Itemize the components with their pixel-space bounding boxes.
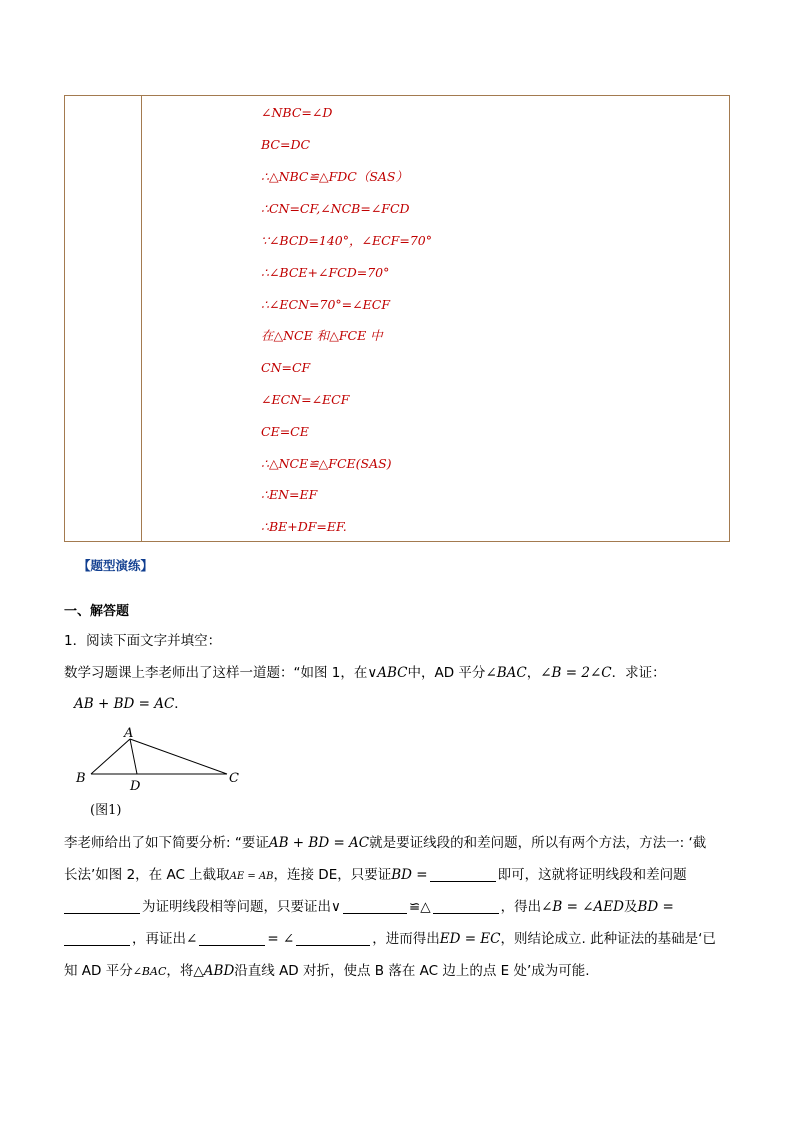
math-angle-equality: ∠B = ∠AED — [541, 899, 624, 915]
math-angle-symbol: ∠ — [186, 931, 198, 947]
text: 沿直线 AD 对折，使点 B 落在 AC 边上的点 E 处’成为可能. — [234, 963, 590, 979]
text: 就是要证线段的和差问题，所以有两个方法，方法一: ‘截 — [369, 835, 707, 851]
text: ．求证： — [611, 665, 666, 681]
label-c: C — [229, 771, 239, 786]
label-d: D — [130, 779, 141, 794]
answer-blank-7[interactable] — [296, 931, 370, 946]
text: ，进而得出 — [372, 931, 440, 947]
text: 知 AD 平分 — [64, 963, 133, 979]
math-equals-angle: = ∠ — [267, 931, 295, 947]
solution-line: ∵∠BCD=140°，∠ECF=70° — [261, 233, 432, 248]
solution-line: 在△NCE 和△FCE 中 — [261, 328, 383, 343]
math-equation: AB + BD = AC — [74, 696, 175, 712]
solution-line: ∴BE+DF=EF. — [261, 519, 347, 534]
text: ，再证出 — [132, 931, 186, 947]
text: ， — [526, 665, 541, 681]
solution-line: ∴CN=CF,∠NCB=∠FCD — [261, 201, 410, 216]
solution-line: ∠ECN=∠ECF — [261, 392, 350, 407]
math-bd: BD = — [391, 867, 428, 883]
answer-blank-1[interactable] — [430, 867, 496, 882]
answer-blank-5[interactable] — [64, 931, 130, 946]
figure-1 — [70, 722, 260, 822]
answer-blank-3[interactable] — [343, 899, 407, 914]
math-triangle-abd: △ABD — [193, 963, 235, 979]
solution-line: CE=CE — [261, 424, 309, 439]
solution-line: BC=DC — [261, 137, 311, 152]
math-equation: AB + BD = AC — [268, 835, 370, 851]
text: ，将 — [166, 963, 194, 979]
text: ，则结论成立. 此种证法的基础是‘已 — [500, 931, 716, 947]
label-a: A — [124, 726, 134, 741]
figure-caption: (图1) — [90, 803, 122, 818]
text: ，连接 DE，只要证 — [273, 867, 392, 883]
text: 李老师给出了如下简要分析: “要证 — [64, 835, 269, 851]
math-triangle-symbol: ∨ — [331, 899, 341, 915]
segment-ac — [130, 739, 227, 774]
solution-table — [64, 95, 730, 542]
math-angle-bac: ∠BAC — [485, 665, 527, 681]
question-line-2 — [64, 664, 666, 682]
solution-line: CN=CF — [261, 360, 311, 375]
question-line-5 — [64, 866, 687, 886]
solution-line: ∴△NCE≌△FCE(SAS) — [261, 456, 392, 471]
math-bd: BD = — [637, 899, 674, 915]
text: 即可，这就将证明线段和差问题 — [497, 867, 687, 883]
text: 数学习题课上李老师出了这样一道题：“如图 1，在 — [64, 665, 368, 681]
math-triangle-abc: ∨ABC — [367, 665, 408, 681]
solution-line: ∴△NBC≌△FDC（SAS） — [261, 169, 408, 184]
math-angle-bac: ∠BAC — [132, 965, 167, 978]
answer-blank-4[interactable] — [433, 899, 499, 914]
question-line-4 — [64, 834, 706, 852]
answer-blank-6[interactable] — [199, 931, 265, 946]
triangle-diagram — [70, 722, 260, 822]
segment-ad — [130, 739, 137, 774]
math-ed-ec: ED = EC — [439, 931, 501, 947]
text: ． — [174, 696, 188, 712]
solution-line: ∴EN=EF — [261, 487, 318, 502]
solution-line: ∴∠ECN=70°=∠ECF — [261, 297, 390, 312]
solution-table-left-cell — [65, 96, 142, 541]
question-line-7 — [64, 930, 716, 948]
segment-ab — [91, 739, 130, 774]
section-heading: 一、解答题 — [64, 604, 130, 619]
math-ae-ab: AE = AB — [229, 871, 274, 882]
text: 中，AD 平分 — [407, 665, 486, 681]
question-line-6 — [64, 898, 674, 916]
math-angle-relation: ∠B = 2∠C — [540, 665, 612, 681]
text: 为证明线段相等问题，只要证出 — [142, 899, 331, 915]
question-line-8 — [64, 962, 590, 981]
answer-blank-2[interactable] — [64, 899, 140, 914]
solution-line: ∠NBC=∠D — [261, 105, 333, 120]
solution-line: ∴∠BCE+∠FCD=70° — [261, 265, 390, 280]
text: ，得出 — [500, 899, 542, 915]
question-line-3 — [74, 695, 188, 713]
label-b: B — [76, 771, 86, 786]
text: ≌△ — [408, 899, 431, 915]
text: 长法’如图 2，在 AC 上截取 — [64, 867, 230, 883]
section-tag: 【题型演练】 — [78, 558, 154, 573]
text: 及 — [623, 899, 638, 915]
question-number-line: 1．阅读下面文字并填空： — [64, 633, 222, 649]
